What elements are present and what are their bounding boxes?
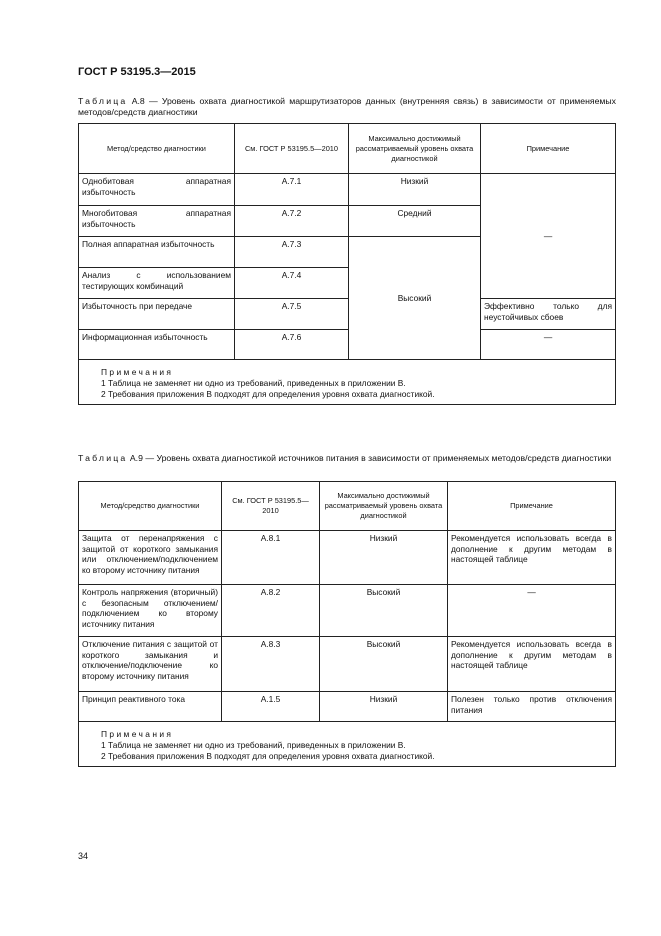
ref-cell: А.7.2 <box>235 206 349 237</box>
level-cell: Низкий <box>320 531 448 585</box>
ref-cell: А.8.3 <box>222 637 320 692</box>
table-a9-label: Таблица <box>78 453 128 463</box>
column-header: Примечание <box>481 124 616 174</box>
level-cell: Высокий <box>349 237 481 360</box>
method-cell: Защита от перенапряжения с защитой от короткого замыкания или отключением/подключением ко второму источнику питания <box>79 531 222 585</box>
column-header: Метод/средство диагностики <box>79 124 235 174</box>
note-line: 2 Требования приложения В подходят для определения уровня охвата диагностикой. <box>101 751 435 761</box>
method-cell: Полная аппаратная избыточность <box>79 237 235 268</box>
table-row <box>79 637 616 692</box>
table-row <box>79 531 616 585</box>
table-a8-caption <box>78 96 616 118</box>
method-cell: Контроль напряжения (вторичный) с безопасным отключением/подключением ко второму источнику питания <box>79 585 222 637</box>
method-cell: Многобитовая аппаратная избыточность <box>79 206 235 237</box>
method-cell: Избыточность при передаче <box>79 299 235 330</box>
note-line: 1 Таблица не заменяет ни одно из требований, приведенных в приложении В. <box>101 740 406 750</box>
table-row <box>79 299 616 330</box>
column-header: Метод/средство диагностики <box>79 482 222 531</box>
table-notes-row <box>79 722 616 767</box>
note-line: 1 Таблица не заменяет ни одно из требований, приведенных в приложении В. <box>101 378 406 388</box>
page-number: 34 <box>78 851 89 861</box>
table-row <box>79 585 616 637</box>
ref-cell: А.7.3 <box>235 237 349 268</box>
ref-cell: А.8.2 <box>222 585 320 637</box>
note-cell: Эффективно только для неустойчивых сбоев <box>481 299 616 330</box>
column-header: См. ГОСТ Р 53195.5—2010 <box>235 124 349 174</box>
ref-cell: А.7.5 <box>235 299 349 330</box>
ref-cell: А.7.1 <box>235 174 349 206</box>
note-cell: — <box>448 585 616 637</box>
ref-cell: А.7.6 <box>235 330 349 360</box>
table-notes-row <box>79 360 616 405</box>
table-row <box>79 330 616 360</box>
table-row <box>79 174 616 206</box>
level-cell: Высокий <box>320 637 448 692</box>
level-cell: Низкий <box>320 692 448 722</box>
ref-cell: А.8.1 <box>222 531 320 585</box>
method-cell: Информационная избыточность <box>79 330 235 360</box>
method-cell: Однобитовая аппаратная избыточность <box>79 174 235 206</box>
document-header: ГОСТ Р 53195.3—2015 <box>78 66 196 78</box>
note-cell: Полезен только против отключения питания <box>448 692 616 722</box>
table-a8 <box>78 123 616 405</box>
note-cell: Рекомендуется использовать всегда в дополнение к другим методам в настоящей таблице <box>448 531 616 585</box>
table-row <box>79 692 616 722</box>
table-a8-title: А.8 — Уровень охвата диагностикой маршрутизаторов данных (внутренняя связь) в зависимости от применяемых методов/средств диагностики <box>78 96 616 117</box>
level-cell: Средний <box>349 206 481 237</box>
table-a9 <box>78 481 616 767</box>
note-cell: Рекомендуется использовать всегда в дополнение к другим методам в настоящей таблице <box>448 637 616 692</box>
level-cell: Низкий <box>349 174 481 206</box>
column-header: Примечание <box>448 482 616 531</box>
notes-title: Примечания <box>101 367 174 377</box>
method-cell: Анализ с использованием тестирующих комбинаций <box>79 268 235 299</box>
column-header: Максимально достижимый рассматриваемый уровень охвата диагностикой <box>349 124 481 174</box>
column-header: Максимально достижимый рассматриваемый уровень охвата диагностикой <box>320 482 448 531</box>
table-a8-label: Таблица <box>78 96 128 106</box>
table-a9-title: А.9 — Уровень охвата диагностикой источников питания в зависимости от применяемых методов/средств диагностики <box>129 453 612 463</box>
note-line: 2 Требования приложения В подходят для определения уровня охвата диагностикой. <box>101 389 435 399</box>
note-cell: — <box>481 174 616 299</box>
ref-cell: А.7.4 <box>235 268 349 299</box>
notes-title: Примечания <box>101 729 174 739</box>
ref-cell: А.1.5 <box>222 692 320 722</box>
method-cell: Принцип реактивного тока <box>79 692 222 722</box>
note-cell: — <box>481 330 616 360</box>
method-cell: Отключение питания с защитой от короткого замыкания и отключение/подключение ко второму источнику питания <box>79 637 222 692</box>
level-cell: Высокий <box>320 585 448 637</box>
table-a9-caption <box>78 453 616 464</box>
column-header: См. ГОСТ Р 53195.5—2010 <box>222 482 320 531</box>
